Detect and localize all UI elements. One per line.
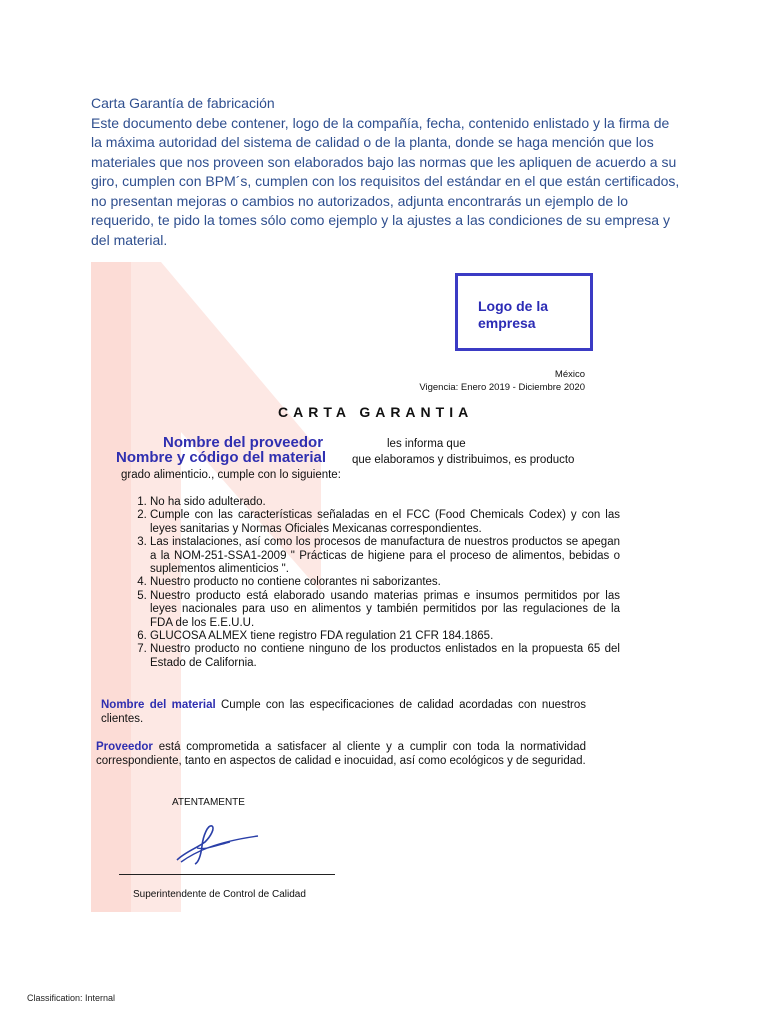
list-item: 6. GLUCOSA ALMEX tiene registro FDA regulation 21 CFR 184.1865. <box>150 630 620 643</box>
intro-body: Este documento debe contener, logo de la compañía, fecha, contenido enlistado y la firma de la máxima autoridad del sistema de calidad o de la planta, donde se haga mención que los materiales que nos proveen son elaborados bajo las normas que les apliquen de acuerdo a su giro, cumplen con BPM´s, cumplen con los requisitos del estándar en el que están certificados, no presentan mejoras o cambios no autorizados, adjunta encontrarás un ejemplo de lo requerido, te pido la tomes sólo como ejemplo y la ajustes a las condiciones de su empresa y del material. <box>91 114 680 248</box>
letter-validity: Vigencia: Enero 2019 - Diciembre 2020 <box>419 382 585 393</box>
logo-placeholder-text: Logo de la empresa <box>478 298 548 331</box>
list-item: 3. Las instalaciones, así como los procesos de manufactura de nuestros productos se apegan a la NOM-251-SSA1-2009 " Prácticas de higiene para el proceso de alimentos, bebidas o suplementos alimenticios ". <box>150 536 620 576</box>
company-logo-placeholder <box>455 273 593 351</box>
material-name-field: Nombre y código del material <box>116 449 327 466</box>
list-item: 1. No ha sido adulterado. <box>150 496 620 509</box>
intro-section <box>91 94 681 250</box>
informs-text: les informa que <box>387 438 466 450</box>
handwritten-signature <box>175 822 260 866</box>
supplier-text: está comprometida a satisfacer al cliente y a cumplir con toda la normatividad correspondiente, tanto en aspectos de calidad e inocuidad, así como ecológicos y de seguridad. <box>96 741 586 767</box>
list-item: 2. Cumple con las características señaladas en el FCC (Food Chemicals Codex) y con las leyes sanitarias y Normas Oficiales Mexicanas correspondientes. <box>150 509 620 536</box>
food-grade-text: grado alimenticio., cumple con lo siguiente: <box>121 469 341 481</box>
signer-role: Superintendente de Control de Calidad <box>133 889 306 900</box>
supplier-name-field: Nombre del proveedor <box>163 434 324 451</box>
letter-title: CARTA GARANTIA <box>278 404 474 420</box>
closing-text: ATENTAMENTE <box>172 797 245 808</box>
guarantee-points-list <box>116 496 620 670</box>
material-label: Nombre del material <box>101 699 216 711</box>
supplier-statement <box>96 740 586 768</box>
list-item: 5. Nuestro producto está elaborado usando materias primas e insumos permitidos por las leyes nacionales para uso en alimentos y también permitidos por las regulaciones de la FDA de los E.E.U.U. <box>150 590 620 630</box>
list-item: 4. Nuestro producto no contiene colorantes ni saborizantes. <box>150 576 620 589</box>
supplier-label: Proveedor <box>96 741 153 753</box>
intro-title: Carta Garantía de fabricación <box>91 95 275 111</box>
we-produce-text: que elaboramos y distribuimos, es producto <box>352 454 575 466</box>
signature-line <box>119 874 335 875</box>
list-item: 7. Nuestro producto no contiene ninguno de los productos enlistados en la propuesta 65 del Estado de California. <box>150 643 620 670</box>
material-statement <box>101 698 586 726</box>
material-text: Cumple con las especificaciones de calidad acordadas con nuestros clientes. <box>101 699 586 725</box>
classification-footer: Classification: Internal <box>27 993 116 1003</box>
letter-place: México <box>554 369 585 380</box>
